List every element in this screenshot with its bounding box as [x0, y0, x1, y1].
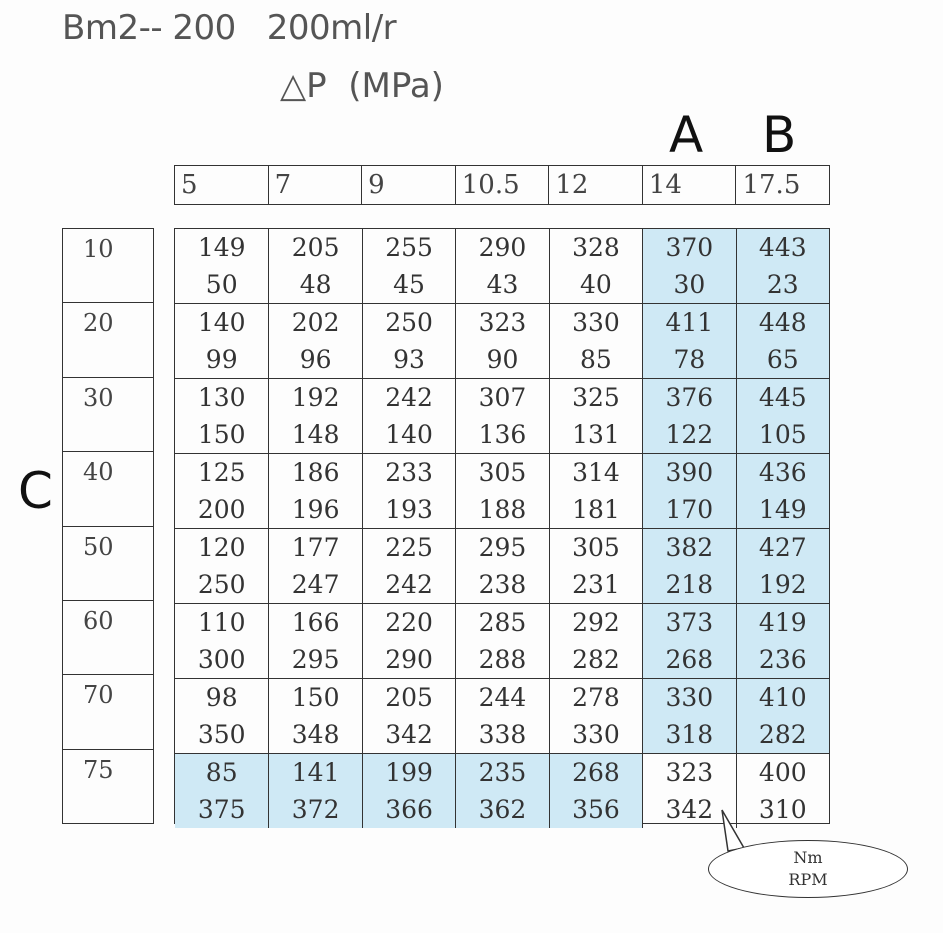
torque-value: 192: [291, 383, 340, 412]
speed-value: 366: [385, 795, 433, 824]
speed-value: 131: [572, 420, 620, 449]
torque-value: 205: [385, 683, 433, 712]
speed-value: 318: [665, 720, 714, 749]
torque-value: 120: [197, 533, 246, 562]
torque-value: 220: [385, 608, 433, 637]
torque-value: 330: [572, 308, 620, 337]
speed-value: 238: [478, 570, 527, 599]
speed-value: 150: [197, 420, 246, 449]
torque-value: 149: [197, 233, 246, 262]
speed-value: 247: [291, 570, 340, 599]
torque-value: 205: [291, 233, 340, 262]
column-marker-a: A: [669, 106, 704, 164]
speed-value: 196: [291, 495, 340, 524]
torque-value: 330: [665, 683, 714, 712]
pressure-header-cell: 12: [548, 166, 642, 204]
torque-value: 225: [385, 533, 433, 562]
torque-value: 427: [758, 533, 807, 562]
legend-torque-unit: Nm: [793, 848, 823, 867]
torque-value: 328: [572, 233, 620, 262]
torque-value: 199: [385, 758, 433, 787]
speed-value: 40: [580, 270, 612, 299]
speed-value: 348: [291, 720, 340, 749]
pressure-header-cell: 7: [268, 166, 362, 204]
torque-value: 411: [665, 308, 714, 337]
torque-value: 268: [572, 758, 620, 787]
torque-value: 177: [291, 533, 340, 562]
torque-value: 140: [197, 308, 246, 337]
torque-value: 235: [478, 758, 527, 787]
speed-value: 200: [197, 495, 246, 524]
speed-value: 149: [758, 495, 807, 524]
torque-value: 110: [197, 608, 246, 637]
torque-value: 292: [572, 608, 620, 637]
torque-value: 400: [758, 758, 807, 787]
speed-value: 295: [291, 645, 340, 674]
speed-value: 30: [673, 270, 706, 299]
speed-value: 122: [665, 420, 714, 449]
flow-header-cell: 70: [63, 674, 153, 748]
torque-value: 370: [665, 233, 714, 262]
speed-value: 218: [665, 570, 714, 599]
speed-value: 105: [758, 420, 807, 449]
speed-value: 23: [766, 270, 799, 299]
torque-value: 255: [385, 233, 433, 262]
flow-header-cell: 60: [63, 600, 153, 674]
torque-value: 141: [291, 758, 340, 787]
torque-value: 202: [291, 308, 340, 337]
torque-value: 98: [205, 683, 238, 712]
speed-value: 85: [580, 345, 612, 374]
speed-value: 236: [758, 645, 807, 674]
speed-value: 43: [486, 270, 519, 299]
speed-value: 290: [385, 645, 433, 674]
torque-value: 373: [665, 608, 714, 637]
speed-value: 362: [478, 795, 527, 824]
speed-value: 282: [758, 720, 807, 749]
pressure-axis-title: △P (MPa): [280, 66, 444, 106]
pressure-header-cell: 5: [181, 170, 198, 200]
speed-value: 282: [572, 645, 620, 674]
torque-value: 323: [478, 308, 527, 337]
column-marker-b: B: [762, 106, 797, 164]
speed-value: 330: [572, 720, 620, 749]
pressure-header-cell: 10.5: [455, 166, 549, 204]
torque-value: 325: [572, 383, 620, 412]
speed-value: 96: [299, 345, 332, 374]
pressure-header-cell: 14: [642, 166, 736, 204]
speed-value: 99: [205, 345, 238, 374]
speed-value: 188: [478, 495, 527, 524]
torque-value: 448: [758, 308, 807, 337]
torque-value: 186: [291, 458, 340, 487]
torque-value: 390: [665, 458, 714, 487]
torque-value: 250: [385, 308, 433, 337]
speed-value: 231: [572, 570, 620, 599]
speed-value: 375: [197, 795, 246, 824]
speed-value: 342: [385, 720, 433, 749]
speed-value: 90: [486, 345, 519, 374]
torque-value: 150: [291, 683, 340, 712]
torque-value: 290: [478, 233, 527, 262]
speed-value: 170: [665, 495, 714, 524]
torque-value: 445: [758, 383, 807, 412]
row-marker-c: C: [18, 462, 53, 520]
speed-value: 65: [766, 345, 799, 374]
speed-value: 192: [758, 570, 807, 599]
torque-value: 285: [478, 608, 527, 637]
chart-title: Bm2-- 200 200ml/r: [62, 8, 397, 48]
torque-value: 314: [572, 458, 620, 487]
torque-value: 376: [665, 383, 714, 412]
speed-value: 50: [205, 270, 238, 299]
speed-value: 93: [393, 345, 425, 374]
torque-value: 410: [758, 683, 807, 712]
pressure-header-cell: 17.5: [735, 166, 829, 204]
speed-value: 45: [393, 270, 425, 299]
speed-value: 300: [197, 645, 246, 674]
torque-value: 307: [478, 383, 527, 412]
torque-value: 242: [385, 383, 433, 412]
flow-header-cell: 50: [63, 526, 153, 600]
flow-header-cell: 30: [63, 377, 153, 451]
torque-value: 233: [385, 458, 433, 487]
speed-value: 193: [385, 495, 433, 524]
pressure-header-cell: 9: [361, 166, 455, 204]
torque-value: 305: [572, 533, 620, 562]
torque-value: 295: [478, 533, 527, 562]
legend-speed-unit: RPM: [788, 870, 828, 889]
torque-value: 323: [665, 758, 714, 787]
speed-value: 242: [385, 570, 433, 599]
flow-header-cell: 75: [63, 749, 153, 823]
torque-value: 443: [758, 233, 807, 262]
unit-legend-bubble: [708, 840, 908, 898]
flow-header-cell: 20: [63, 302, 153, 376]
speed-value: 372: [291, 795, 340, 824]
speed-value: 338: [478, 720, 527, 749]
torque-value: 278: [572, 683, 620, 712]
speed-value: 78: [673, 345, 706, 374]
torque-value: 244: [478, 683, 527, 712]
flow-header-cell: 10: [83, 235, 114, 263]
speed-value: 268: [665, 645, 714, 674]
speed-value: 181: [572, 495, 620, 524]
torque-value: 166: [291, 608, 340, 637]
torque-value: 130: [197, 383, 246, 412]
torque-value: 125: [197, 458, 246, 487]
speed-value: 250: [197, 570, 246, 599]
torque-value: 436: [758, 458, 807, 487]
speed-value: 148: [291, 420, 340, 449]
torque-value: 85: [205, 758, 238, 787]
speed-value: 288: [478, 645, 527, 674]
torque-value: 419: [758, 608, 807, 637]
speed-value: 48: [299, 270, 332, 299]
speed-value: 136: [478, 420, 527, 449]
speed-value: 342: [665, 795, 714, 824]
torque-value: 382: [665, 533, 714, 562]
torque-value: 305: [478, 458, 527, 487]
flow-header-cell: 40: [63, 451, 153, 525]
speed-value: 350: [197, 720, 246, 749]
speed-value: 356: [572, 795, 620, 824]
speed-value: 140: [385, 420, 433, 449]
speed-value: 310: [758, 795, 807, 824]
